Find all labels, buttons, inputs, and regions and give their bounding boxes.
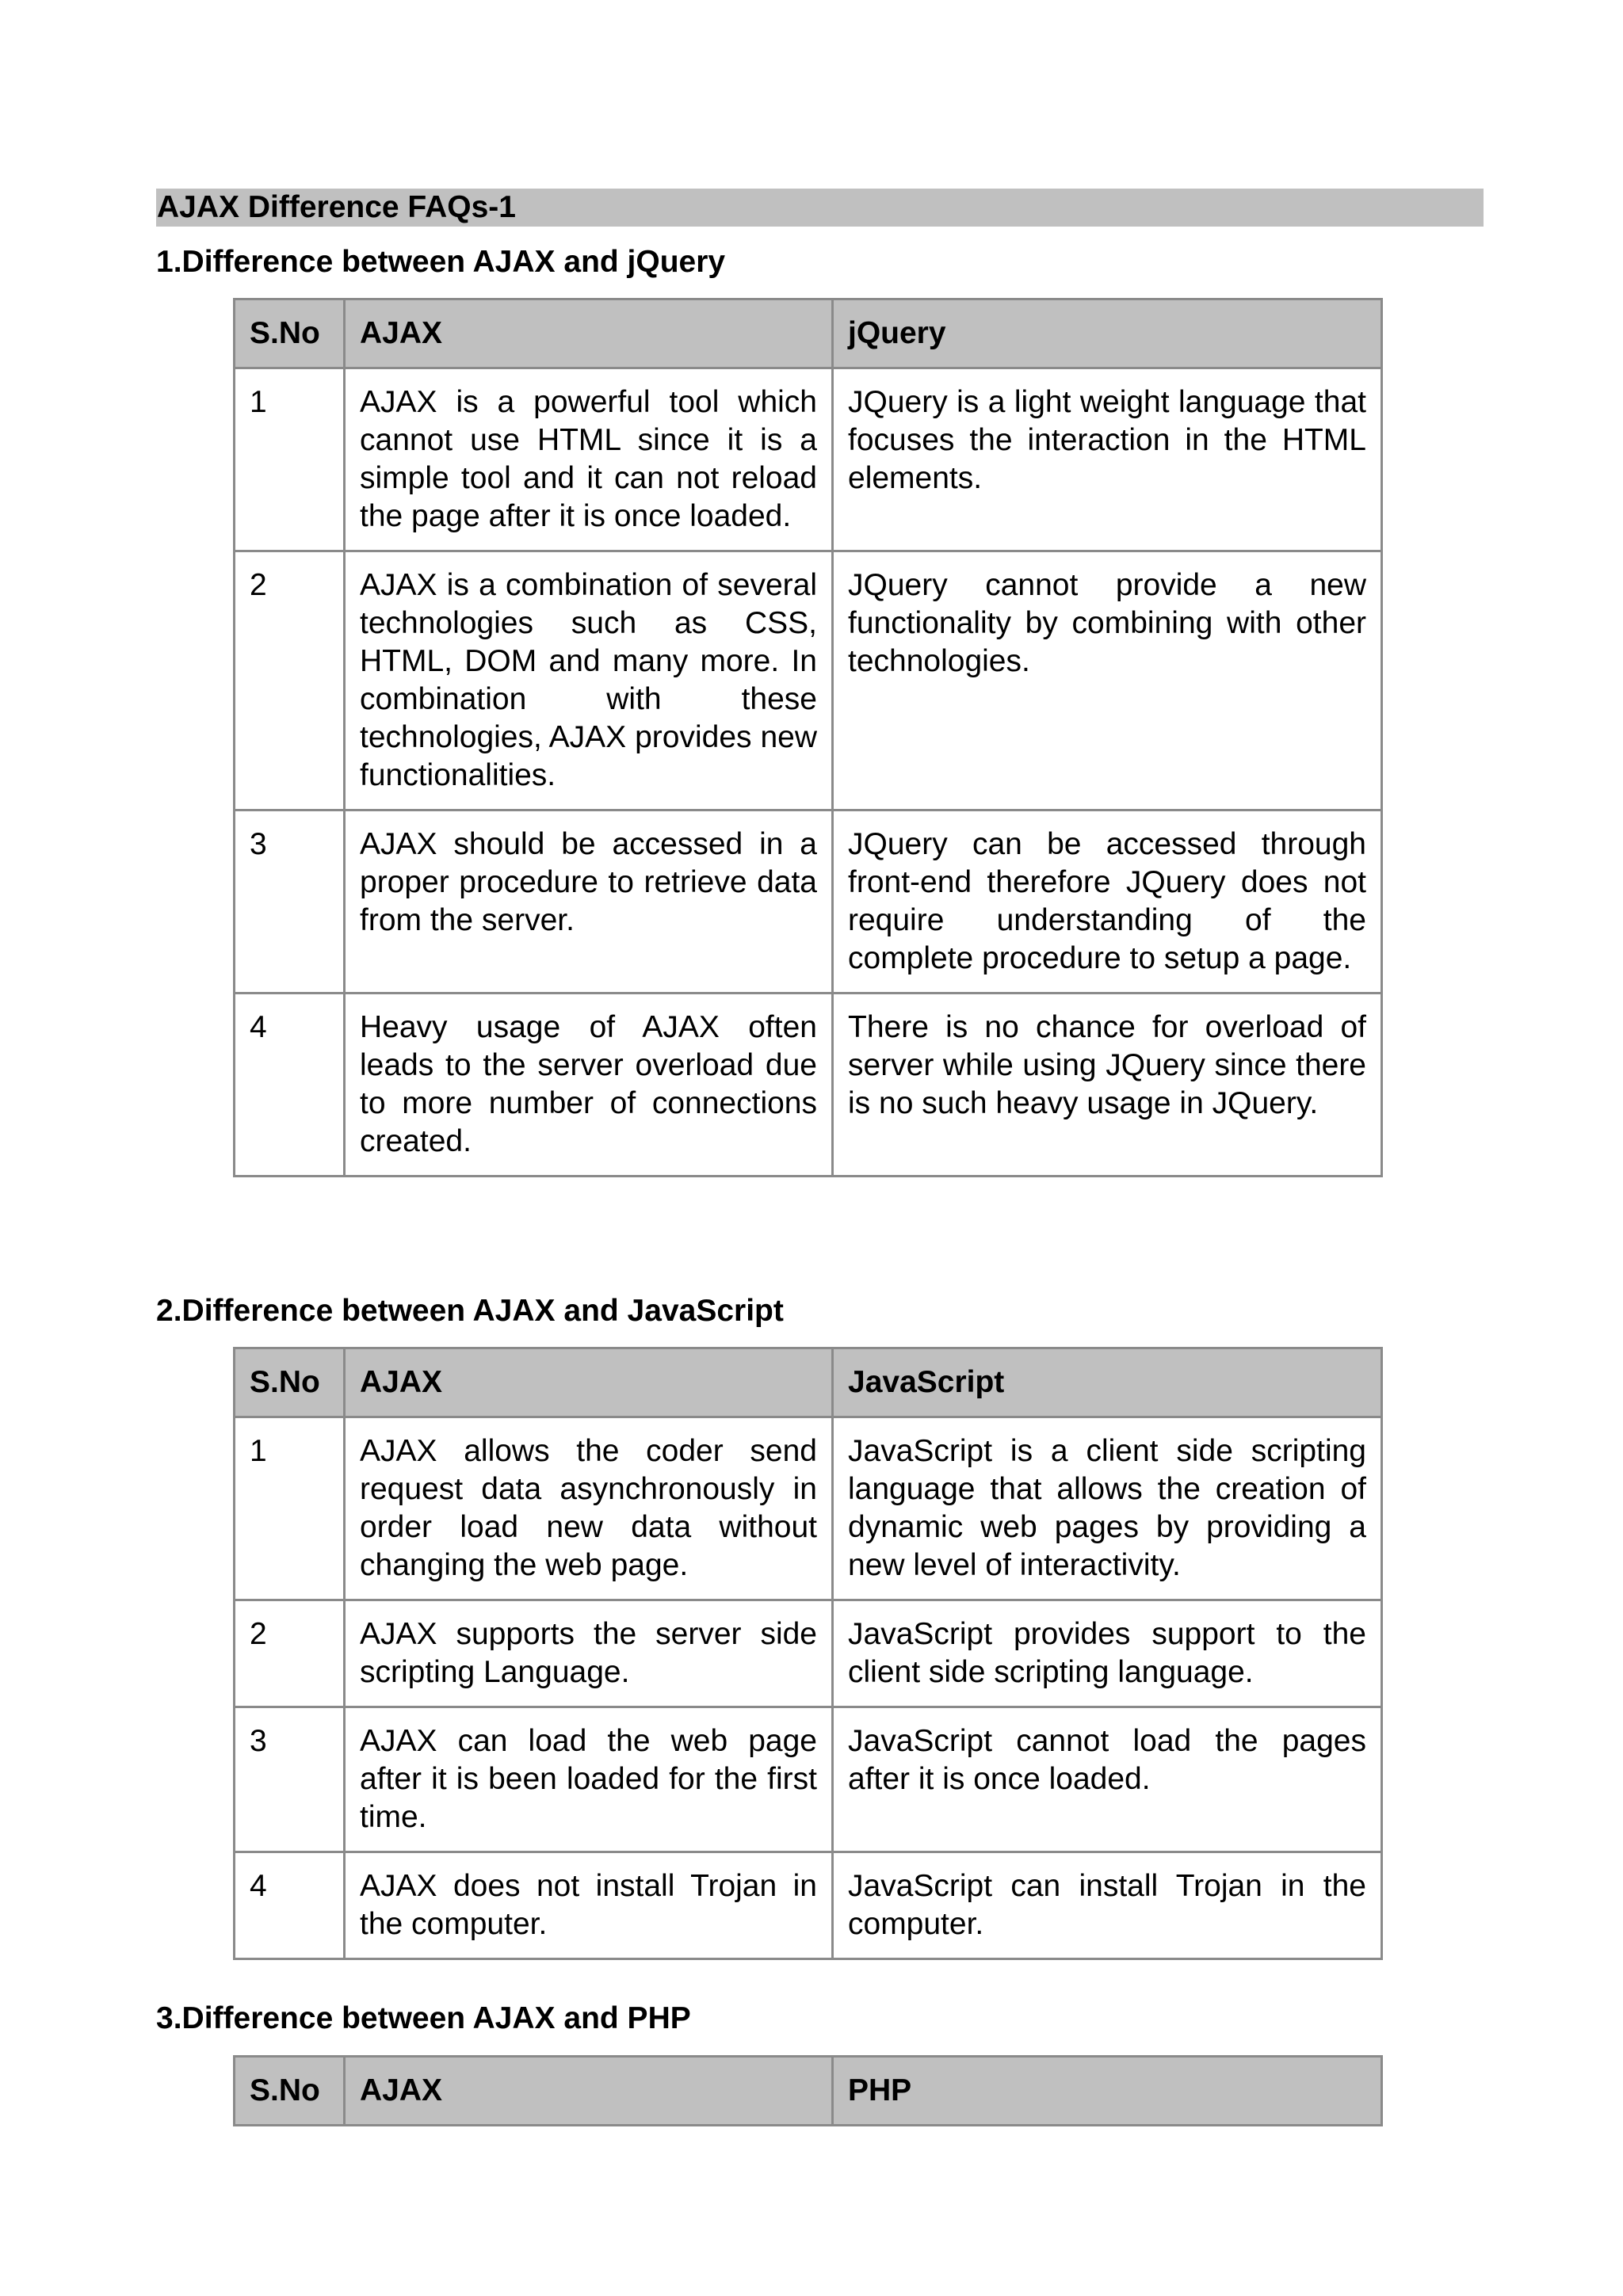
cell-sno: 3 xyxy=(235,1707,345,1852)
section-heading-ajax-vs-javascript: 2.Difference between AJAX and JavaScript xyxy=(156,1294,784,1328)
cell-ajax: AJAX is a powerful tool which cannot use HTML since it is a simple tool and it can not reload the page after it is once loaded. xyxy=(345,368,833,551)
section-heading-ajax-vs-jquery: 1.Difference between AJAX and jQuery xyxy=(156,245,726,279)
header-sno: S.No xyxy=(235,2057,345,2126)
cell-ajax: AJAX should be accessed in a proper procedure to retrieve data from the server. xyxy=(345,810,833,994)
cell-sno: 2 xyxy=(235,1600,345,1707)
table-header-row xyxy=(235,2057,1382,2126)
cell-ajax: AJAX does not install Trojan in the computer. xyxy=(345,1852,833,1959)
header-php: PHP xyxy=(833,2057,1382,2126)
cell-ajax: Heavy usage of AJAX often leads to the server overload due to more number of connections created. xyxy=(345,994,833,1177)
comparison-table-ajax-jquery xyxy=(233,298,1383,1177)
table-row xyxy=(235,994,1382,1177)
table-row xyxy=(235,368,1382,551)
cell-sno: 4 xyxy=(235,994,345,1177)
cell-javascript: JavaScript provides support to the client side scripting language. xyxy=(833,1600,1382,1707)
header-jquery: jQuery xyxy=(833,299,1382,368)
cell-jquery: JQuery is a light weight language that focuses the interaction in the HTML elements. xyxy=(833,368,1382,551)
header-ajax: AJAX xyxy=(345,1348,833,1417)
cell-jquery: JQuery cannot provide a new functionality by combining with other technologies. xyxy=(833,551,1382,810)
table-row xyxy=(235,1417,1382,1600)
cell-ajax: AJAX is a combination of several technologies such as CSS, HTML, DOM and many more. In combination with these technologies, AJAX provides new functionalities. xyxy=(345,551,833,810)
cell-javascript: JavaScript is a client side scripting language that allows the creation of dynamic web pages by providing a new level of interactivity. xyxy=(833,1417,1382,1600)
cell-javascript: JavaScript cannot load the pages after it is once loaded. xyxy=(833,1707,1382,1852)
table-header-row xyxy=(235,1348,1382,1417)
cell-ajax: AJAX supports the server side scripting Language. xyxy=(345,1600,833,1707)
cell-sno: 3 xyxy=(235,810,345,994)
table-row xyxy=(235,810,1382,994)
header-sno: S.No xyxy=(235,299,345,368)
comparison-table-ajax-php xyxy=(233,2055,1383,2126)
cell-sno: 1 xyxy=(235,368,345,551)
cell-ajax: AJAX allows the coder send request data asynchronously in order load new data without changing the web page. xyxy=(345,1417,833,1600)
table-row xyxy=(235,1600,1382,1707)
table-row xyxy=(235,551,1382,810)
comparison-table-ajax-javascript xyxy=(233,1347,1383,1960)
cell-ajax: AJAX can load the web page after it is been loaded for the first time. xyxy=(345,1707,833,1852)
header-ajax: AJAX xyxy=(345,2057,833,2126)
table-row xyxy=(235,1852,1382,1959)
cell-sno: 1 xyxy=(235,1417,345,1600)
header-sno: S.No xyxy=(235,1348,345,1417)
cell-jquery: JQuery can be accessed through front-end therefore JQuery does not require understanding of the complete procedure to setup a page. xyxy=(833,810,1382,994)
table-row xyxy=(235,1707,1382,1852)
page-title: AJAX Difference FAQs-1 xyxy=(156,189,1484,227)
cell-javascript: JavaScript can install Trojan in the computer. xyxy=(833,1852,1382,1959)
cell-jquery: There is no chance for overload of server while using JQuery since there is no such heavy usage in JQuery. xyxy=(833,994,1382,1177)
header-ajax: AJAX xyxy=(345,299,833,368)
cell-sno: 2 xyxy=(235,551,345,810)
section-heading-ajax-vs-php: 3.Difference between AJAX and PHP xyxy=(156,2001,691,2035)
table-header-row xyxy=(235,299,1382,368)
cell-sno: 4 xyxy=(235,1852,345,1959)
header-javascript: JavaScript xyxy=(833,1348,1382,1417)
